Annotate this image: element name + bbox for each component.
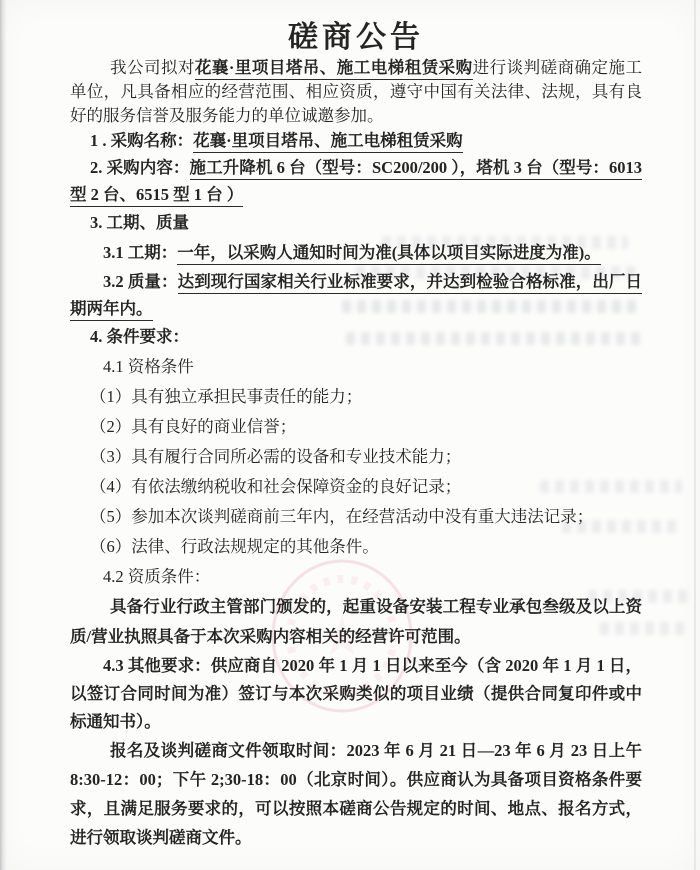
item-purchase-content	[70, 154, 642, 208]
intro-paragraph	[70, 56, 642, 128]
condition-item-1: （1）具有独立承担民事责任的能力；	[90, 387, 363, 406]
item-3-1-duration	[70, 238, 642, 268]
item-purchase-name	[70, 128, 642, 154]
item-purchase-content-label: 2. 采购内容：	[90, 158, 190, 177]
section-3-heading: 3. 工期、质量	[90, 213, 189, 232]
document-title: 磋商公告	[288, 21, 424, 54]
condition-item-6: （6）法律、行政法规规定的其他条件。	[90, 537, 379, 556]
condition-item-2: （2）具有良好的商业信誉；	[90, 417, 297, 436]
intro-project-name: 花襄·里项目塔吊、施工电梯租赁采购	[195, 58, 473, 80]
item-4-3-other-requirements	[70, 652, 642, 736]
document-body	[0, 20, 700, 852]
condition-item-5: （5）参加本次谈判磋商前三年内，在经营活动中没有重大违法记录；	[90, 507, 594, 526]
item-purchase-name-value: 花襄·里项目塔吊、施工电梯租赁采购	[193, 131, 463, 153]
registration-time-paragraph: 报名及谈判磋商文件领取时间：2023 年 6 月 21 日—23 年 6 月 23 日上午 8:30-12：00；下午 2;30-18：00（北京时间）。供应商认为具备项目资格条件要求，且满足服务要求的，可以按照本磋商公告规定的时间、地点、报名方式，进行领取谈判磋商文件。	[70, 741, 642, 847]
qualification-paragraph: 具备行业行政主管部门颁发的，起重设备安装工程专业承包叁级及以上资质/营业执照具备于本次采购内容相关的经营许可范围。	[70, 597, 642, 646]
section-4-heading: 4. 条件要求：	[90, 327, 189, 346]
item-3-2-value: 达到现行国家相关行业标准要求，并达到检验合格标准，出厂日期两年内。	[70, 272, 642, 321]
item-3-2-quality	[70, 268, 642, 322]
section-4-2-heading: 4.2 资质条件：	[103, 567, 211, 586]
item-3-1-value: 一年，以采购人通知时间为准(具体以项目实际进度为准)。	[177, 243, 601, 265]
item-3-1-label: 3.1 工期：	[103, 243, 178, 262]
section-4-1-heading: 4.1 资格条件	[103, 357, 194, 376]
intro-prefix: 我公司拟对	[110, 58, 195, 77]
item-3-2-label: 3.2 质量：	[103, 272, 178, 291]
condition-item-3: （3）具有履行合同所必需的设备和专业技术能力；	[90, 447, 462, 466]
item-purchase-name-label: 1 . 采购名称：	[90, 131, 194, 150]
condition-item-4: （4）有依法缴纳税收和社会保障资金的良好记录；	[90, 477, 462, 496]
item-4-3-value: 供应商自 2020 年 1 月 1 日以来至今（含 2020 年 1 月 1 日，以签订合同时间为准）签订与本次采购类似的项目业绩（提供合同复印件或中标通知书）。	[70, 656, 643, 731]
item-purchase-content-value: 施工升降机 6 台（型号：SC200/200 ），塔机 3 台（型号：6013 型 2 台、6515 型 1 台 ）	[70, 158, 642, 207]
intro-suffix: 进行谈判磋商确定施工单位，凡具备相应的经营范围、相应资质，遵守中国有关法律、法规，具有良好的服务信誉及服务能力的单位诚邀参加。	[70, 58, 643, 125]
item-4-3-label: 4.3 其他要求：	[103, 656, 211, 675]
